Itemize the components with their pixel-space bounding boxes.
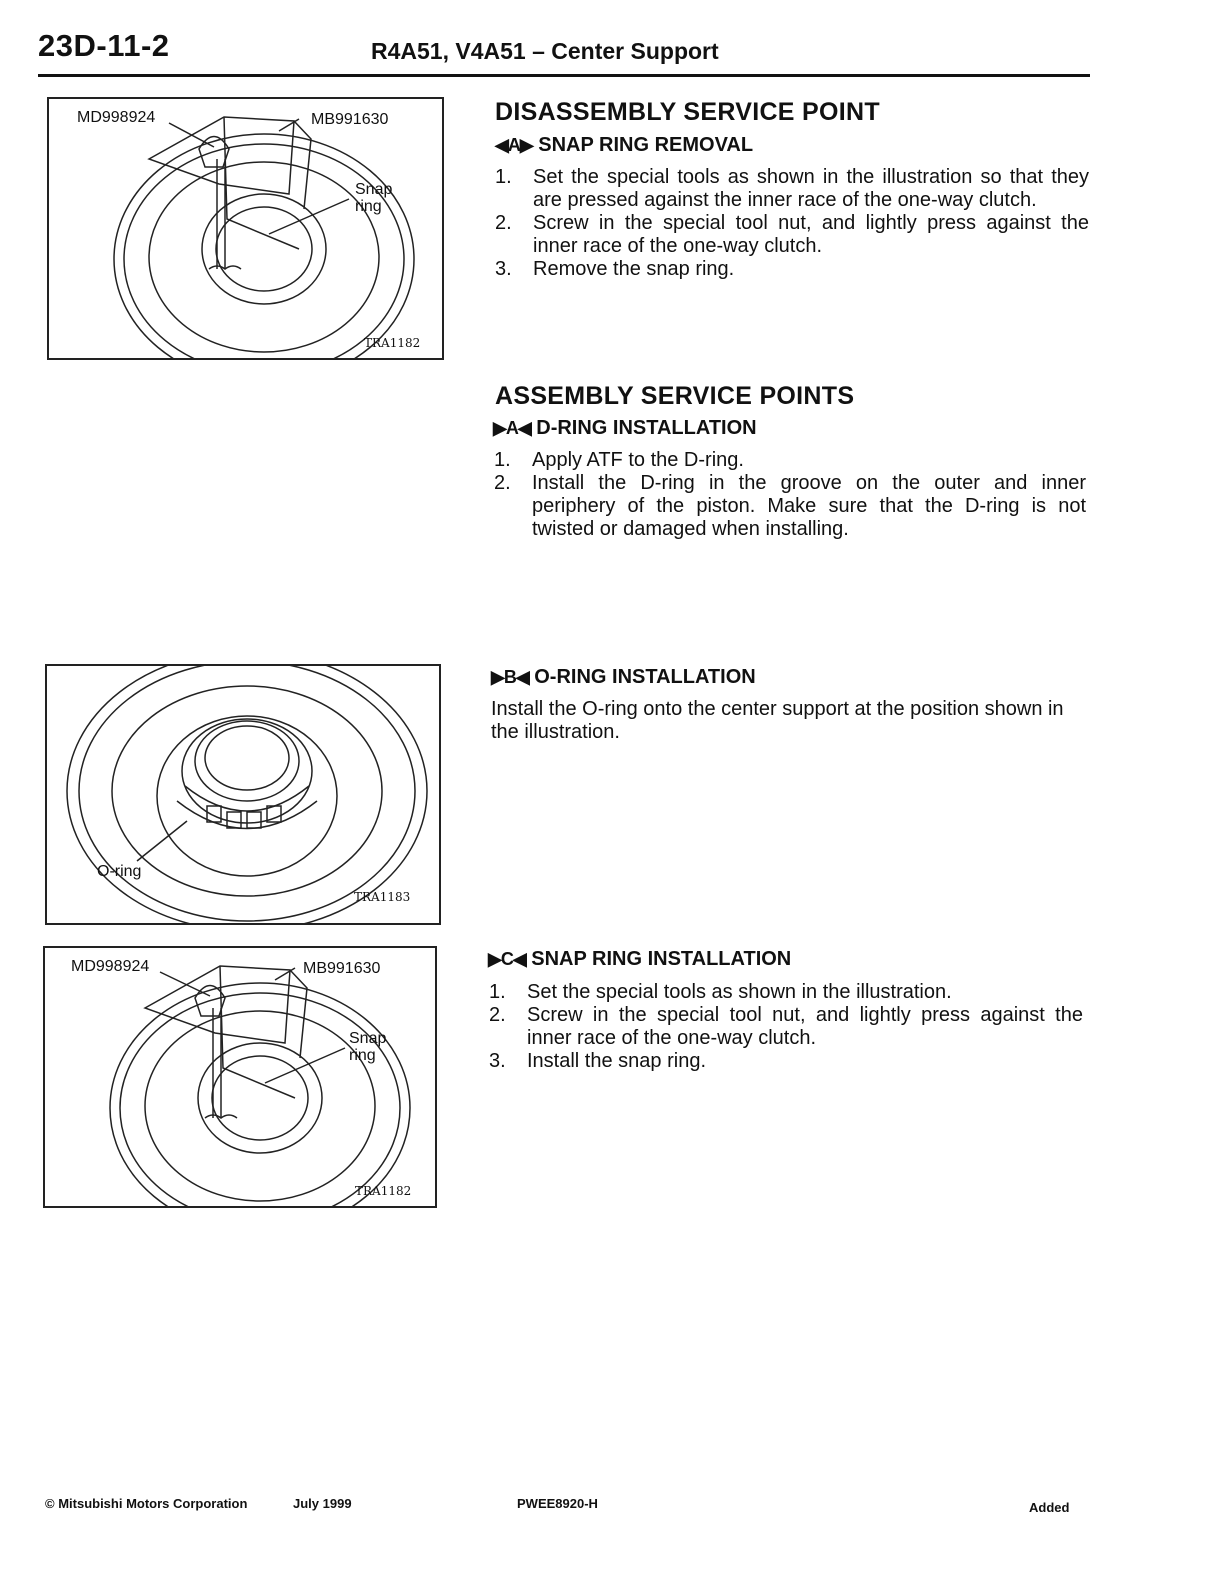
snap-ring-label-line2: ring — [349, 1047, 376, 1064]
list-item — [495, 166, 1089, 212]
step-text: Remove the snap ring. — [533, 258, 735, 280]
footer-publication-code: PWEE8920-H — [517, 1496, 598, 1511]
step-number: 1. — [489, 981, 506, 1003]
disassembly-heading: DISASSEMBLY SERVICE POINT — [495, 98, 880, 126]
snap-ring-tool-illustration — [45, 948, 435, 1206]
o-ring-illustration — [47, 666, 439, 923]
header-rule — [38, 74, 1090, 77]
footer-status: Added — [1029, 1500, 1070, 1515]
footer-copyright: © Mitsubishi Motors Corporation — [45, 1496, 248, 1511]
step-text: Screw in the special tool nut, and lightly press against the inner race of the one-way clutch. — [533, 212, 1089, 257]
footer-date: July 1999 — [293, 1496, 352, 1511]
list-item — [495, 258, 1089, 281]
snap-ring-label-line1: Snap — [349, 1030, 387, 1047]
snap-ring-removal-heading — [495, 134, 753, 157]
o-ring-installation-heading — [491, 666, 756, 689]
step-marker-c: ▶C◀ — [488, 949, 526, 969]
step-number: 2. — [494, 472, 511, 494]
list-item — [489, 1004, 1083, 1050]
tool-label-md998924: MD998924 — [77, 109, 156, 126]
step-text: Install the D-ring in the groove on the outer and inner periphery of the piston. Make sure that the D-ring is not twisted or damaged when installing. — [532, 472, 1086, 540]
list-item — [495, 212, 1089, 258]
step-text: Set the special tools as shown in the illustration. — [527, 981, 952, 1003]
snap-ring-label-line2: ring — [355, 198, 382, 215]
tool-label-md998924: MD998924 — [71, 958, 150, 975]
figure-code: TRA1182 — [364, 336, 421, 350]
page-number: 23D-11-2 — [38, 28, 170, 63]
step-number: 1. — [495, 166, 512, 188]
step-text: Apply ATF to the D-ring. — [532, 449, 744, 471]
snap-ring-removal-steps — [495, 166, 1089, 281]
snap-ring-installation-heading — [488, 948, 791, 971]
step-text: Screw in the special tool nut, and lightly press against the inner race of the one-way clutch. — [527, 1004, 1083, 1049]
figure-snap-ring-removal — [47, 97, 444, 360]
snap-ring-tool-illustration — [49, 99, 442, 358]
list-item — [494, 472, 1086, 541]
step-text: Install the snap ring. — [527, 1050, 706, 1072]
assembly-heading: ASSEMBLY SERVICE POINTS — [495, 382, 855, 410]
step-number: 2. — [489, 1004, 506, 1026]
d-ring-installation-heading — [493, 417, 757, 440]
step-marker-a: ▶A◀ — [493, 418, 531, 438]
o-ring-installation-title: O-RING INSTALLATION — [534, 666, 756, 688]
step-text: Set the special tools as shown in the illustration so that they are pressed against the inner race of the one-way clutch. — [533, 166, 1089, 211]
step-number: 3. — [495, 258, 512, 280]
snap-ring-installation-title: SNAP RING INSTALLATION — [531, 948, 792, 970]
page-title: R4A51, V4A51 – Center Support — [371, 38, 719, 64]
d-ring-installation-title: D-RING INSTALLATION — [536, 417, 757, 439]
o-ring-label: O-ring — [97, 863, 142, 880]
figure-code: TRA1183 — [354, 890, 411, 904]
tool-label-mb991630: MB991630 — [303, 960, 381, 977]
step-number: 1. — [494, 449, 511, 471]
snap-ring-label-line1: Snap — [355, 181, 393, 198]
snap-ring-removal-title: SNAP RING REMOVAL — [538, 134, 754, 156]
d-ring-installation-steps — [494, 449, 1086, 541]
list-item — [494, 449, 1086, 472]
step-marker-a: ◀A▶ — [495, 135, 533, 155]
list-item — [489, 981, 1083, 1004]
step-marker-b: ▶B◀ — [491, 667, 529, 687]
list-item — [489, 1050, 1083, 1073]
figure-code: TRA1182 — [355, 1184, 412, 1198]
o-ring-installation-text: Install the O-ring onto the center support at the position shown in the illustration. — [491, 698, 1064, 743]
tool-label-mb991630: MB991630 — [311, 111, 389, 128]
step-number: 3. — [489, 1050, 506, 1072]
figure-snap-ring-installation — [43, 946, 437, 1208]
snap-ring-installation-steps — [489, 981, 1083, 1073]
figure-o-ring-installation — [45, 664, 441, 925]
step-number: 2. — [495, 212, 512, 234]
